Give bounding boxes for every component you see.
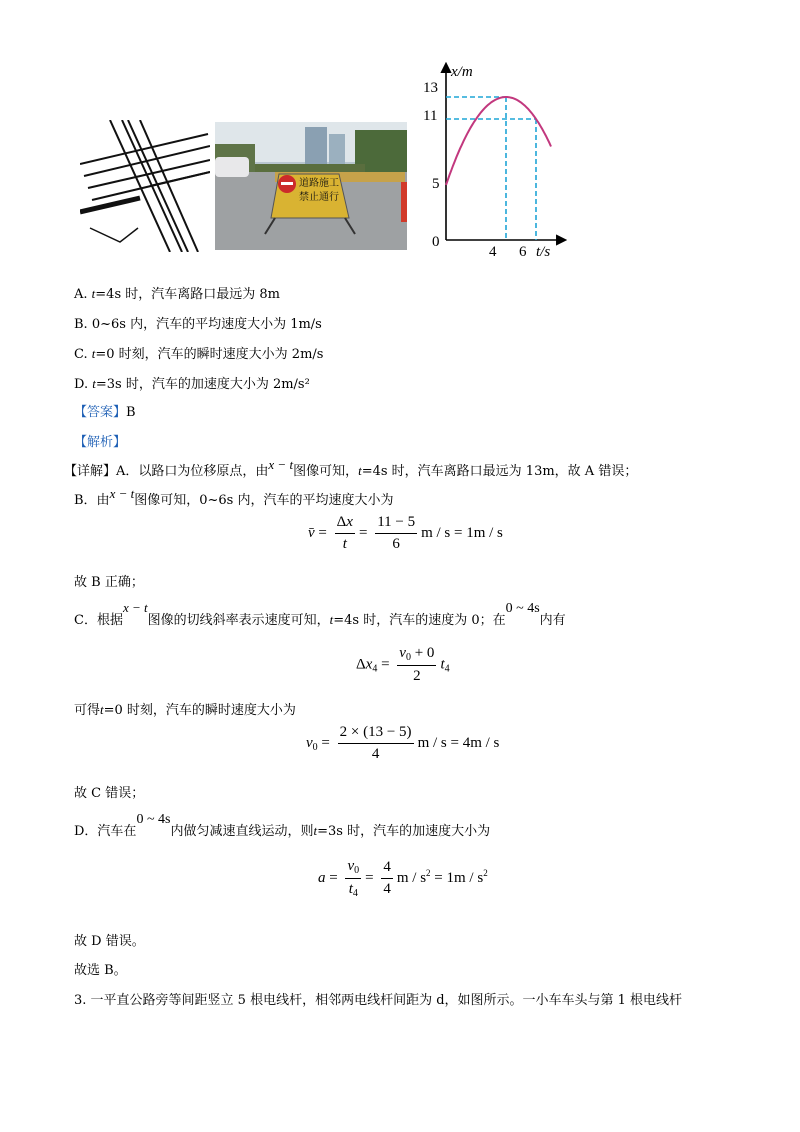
next-question: 3. 一平直公路旁等间距竖立 5 根电线杆，相邻两电线杆间距为 d，如图所示。一小车车头与第 1 根电线杆 — [74, 993, 683, 1008]
x-tick-4: 4 — [489, 244, 497, 260]
analysis-label: 【解析】 — [74, 435, 127, 450]
analysis-line — [74, 431, 126, 450]
detail-d-conclusion: 故 D 错误。 — [74, 934, 145, 949]
sign-line1: 道路施工 — [299, 178, 339, 189]
equation-displacement: $\Delta x_4$ = $\frac{v_0 + 0}{2}$ $t_4$ — [356, 645, 450, 684]
detail-c-then: 可得t=0 时刻，汽车的瞬时速度大小为 — [74, 702, 296, 718]
equation-initial-velocity: $v_0$ = $\frac{2 \times (13 - 5)}{4}$ m / s = 4m / s — [306, 724, 500, 762]
detail-c: C．根据x − t图像的切线斜率表示速度可知，t=4s 时，汽车的速度为 0；在0 ~ 4s内有 — [74, 600, 566, 628]
detail-d: D．汽车在0 ~ 4s内做匀减速直线运动，则t=3s 时，汽车的加速度大小为 — [74, 812, 491, 839]
y-tick-13: 13 — [423, 80, 438, 96]
option-b: B. 0~6s 内，汽车的平均速度大小为 1m/s — [74, 317, 322, 332]
option-d: D. t=3s 时，汽车的加速度大小为 2m/s² — [74, 376, 310, 392]
option-a: A. t=4s 时，汽车离路口最远为 8m — [74, 286, 280, 302]
x-tick-6: 6 — [519, 244, 527, 260]
x-axis-label: t/s — [536, 244, 551, 260]
answer-label: 【答案】 — [74, 405, 127, 420]
equation-avg-velocity: v̄ = $\frac{\Delta x}{t}$ = $\frac{11 - 5}{6}$ m / s = 1m / s — [308, 514, 503, 552]
xt-graph — [415, 58, 575, 263]
y-tick-11: 11 — [423, 108, 438, 124]
detail-b: B．由x − t图像可知，0~6s 内，汽车的平均速度大小为 — [74, 486, 394, 508]
option-c: C. t=0 时刻，汽车的瞬时速度大小为 2m/s — [74, 346, 324, 362]
y-tick-5: 5 — [432, 176, 440, 192]
detail-a: 【详解】A．以路口为位移原点，由x − t图像可知，t=4s 时，汽车离路口最远为 13m，故 A 错误； — [64, 457, 638, 479]
sign-line2: 禁止通行 — [299, 192, 339, 203]
y-tick-0: 0 — [432, 234, 440, 250]
detail-b-conclusion: 故 B 正确； — [74, 575, 144, 590]
equation-acceleration: a = $\frac{v_0}{t_4}$ = $\frac{4}{4}$ $m / s^2 = 1m / s^2$ — [318, 858, 488, 899]
answer-line — [74, 401, 136, 420]
detail-c-conclusion: 故 C 错误； — [74, 786, 145, 801]
final-choice: 故选 B。 — [74, 963, 127, 978]
construction-photo — [215, 122, 407, 250]
intersection-figure — [80, 120, 210, 252]
answer-value: B — [126, 405, 136, 420]
y-axis-label: x/m — [451, 64, 473, 80]
